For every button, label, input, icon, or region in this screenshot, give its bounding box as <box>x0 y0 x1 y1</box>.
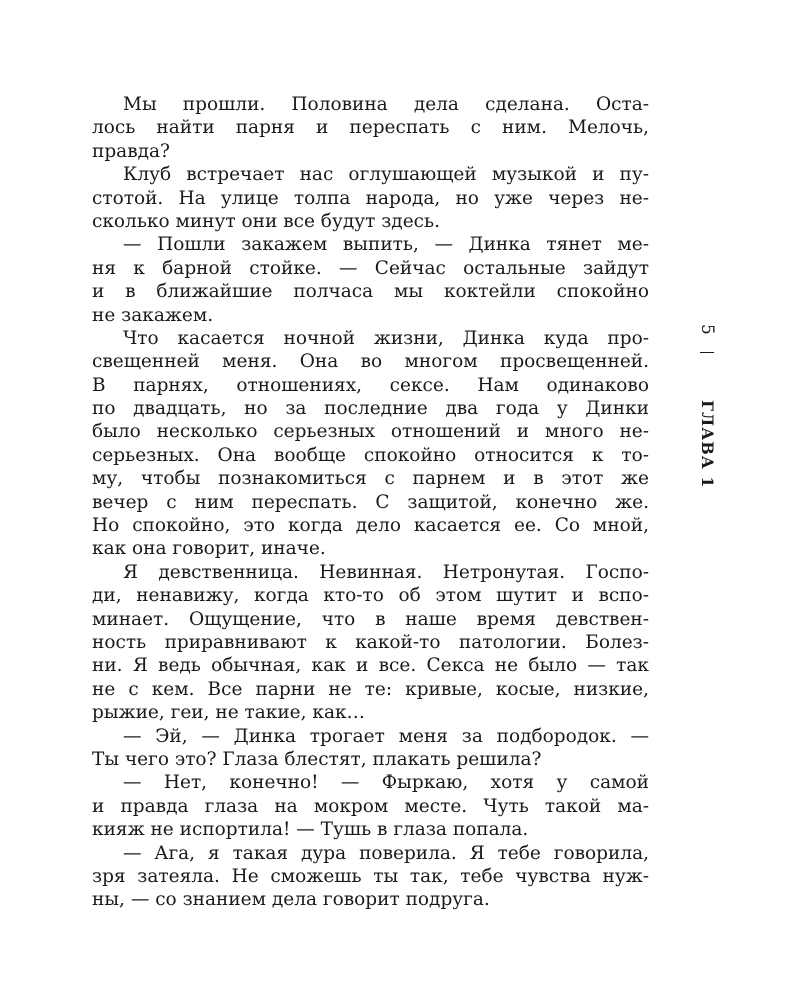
text-line: зря затеяла. Не сможешь ты так, тебе чувства нуж- <box>92 865 649 887</box>
text-line: лось найти парня и переспать с ним. Мелочь, <box>92 117 649 139</box>
text-line: как она говорит, иначе. <box>92 538 326 560</box>
text-line: му, чтобы познакомиться с парнем и в этот же <box>92 468 649 490</box>
text-line: по двадцать, но за последние два года у Динки <box>92 398 649 420</box>
text-line: ни. Я ведь обычная, как и все. Секса не было — так <box>92 655 649 677</box>
text-line: и в ближайшие полчаса мы коктейли спокойно <box>92 281 649 303</box>
text-line: не закажем. <box>92 304 214 326</box>
text-line: рыжие, геи, не такие, как… <box>92 702 366 724</box>
text-line: Мы прошли. Половина дела сделана. Оста- <box>123 94 649 115</box>
text-line: ня к барной стойке. — Сейчас остальные зайдут <box>92 257 649 279</box>
text-line: — Эй, — Динка трогает меня за подбородок. — <box>123 725 649 747</box>
page-number-rule <box>700 352 714 353</box>
text-line: было несколько серьезных отношений и много не- <box>92 421 649 443</box>
text-line: ность приравнивают к какой-то патологии. Болез- <box>92 631 649 653</box>
text-line: правда? <box>92 140 170 162</box>
text-line: серьезных. Она вообще спокойно относится к то- <box>92 444 649 466</box>
text-line: ди, ненавижу, когда кто-то об этом шутит и вспо- <box>92 585 649 607</box>
text-line: Ты чего это? Глаза блестят, плакать решила? <box>92 748 542 770</box>
text-line: минает. Ощущение, что в наше время девствен- <box>92 608 649 630</box>
body-text <box>92 93 649 912</box>
chapter-title: ГЛАВА 1 <box>698 400 717 489</box>
text-line: Я девственница. Невинная. Нетронутая. Госпо- <box>123 561 649 583</box>
text-line: — Нет, конечно! — Фыркаю, хотя у самой <box>123 772 649 794</box>
text-line: вечер с ним переспать. С защитой, конечно же. <box>92 491 649 513</box>
text-line: сколько минут они все будут здесь. <box>92 210 440 232</box>
text-line: Но спокойно, это когда дело касается ее. Со мной, <box>92 515 649 537</box>
text-line: не с кем. Все парни не те: кривые, косые, низкие, <box>92 678 649 700</box>
text-line: Клуб встречает нас оглушающей музыкой и пу- <box>123 164 649 186</box>
text-line: ны, — со знанием дела говорит подруга. <box>92 889 490 911</box>
text-line: кияж не испортила! — Тушь в глаза попала. <box>92 819 529 841</box>
text-line: Что касается ночной жизни, Динка куда про- <box>123 327 649 349</box>
text-line: В парнях, отношениях, сексе. Нам одинаково <box>92 374 649 396</box>
text-line: свещенней меня. Она во многом просвещенней. <box>92 351 649 373</box>
text-line: стотой. На улице толпа народа, но уже через не- <box>92 187 649 209</box>
page-number: 5 <box>697 324 717 335</box>
text-line: и правда глаза на мокром месте. Чуть такой ма- <box>92 795 649 817</box>
text-line: — Пошли закажем выпить, — Динка тянет ме- <box>123 234 649 256</box>
text-line: — Ага, я такая дура поверила. Я тебе говорила, <box>123 842 649 864</box>
running-header <box>693 324 723 684</box>
